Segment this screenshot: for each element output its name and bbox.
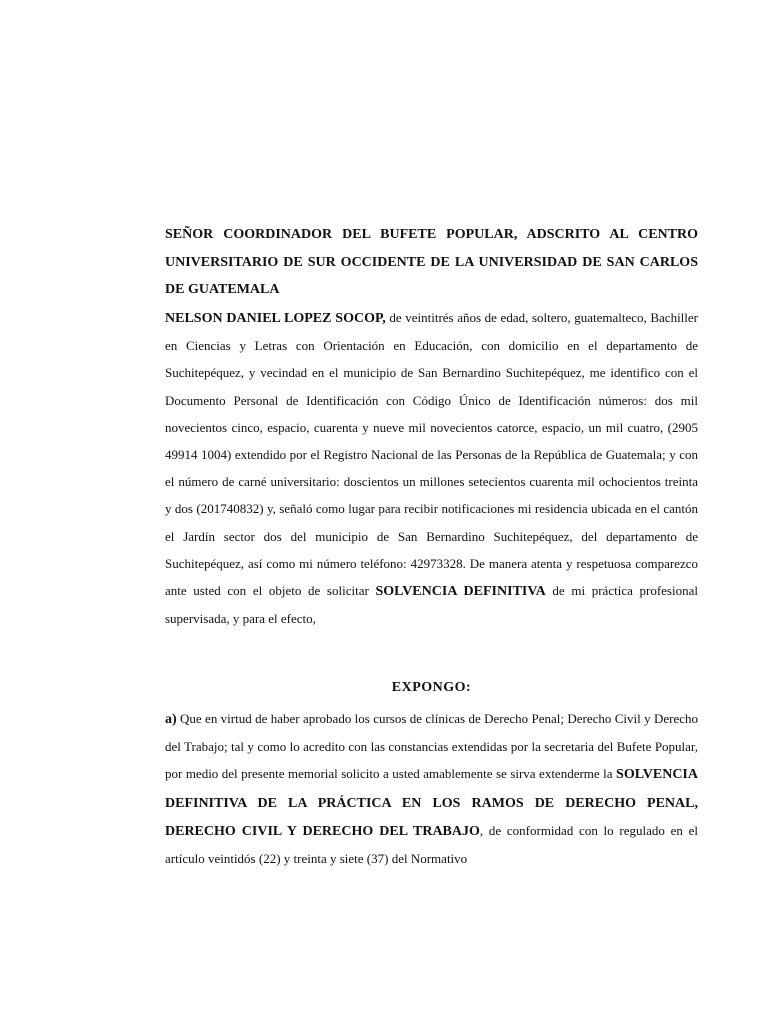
applicant-name: NELSON DANIEL LOPEZ SOCOP,	[165, 311, 386, 326]
intro-paragraph	[165, 304, 698, 632]
intro-text-end: de mi práctica profesional supervisada, y para el efecto,	[165, 583, 698, 627]
section-title-expongo: EXPONGO:	[391, 680, 472, 695]
point-a-paragraph	[165, 705, 698, 872]
document-heading: SEÑOR COORDINADOR DEL BUFETE POPULAR, ADSCRITO AL CENTRO UNIVERSITARIO DE SUR OCCIDENTE DE LA UNIVERSIDAD DE SAN CARLOS DE GUATEMALA	[165, 227, 698, 297]
intro-text: de veintitrés años de edad, soltero, guatemalteco, Bachiller en Ciencias y Letras con Orientación en Educación, con domicilio en el departamento de Suchitepéquez, y vecindad en el municipio de San Bernardino Suchitepéquez, me identifico con el Documento Personal de Identificación con Código Único de Identificación números: dos mil novecientos cinco, espacio, cuarenta y nueve mil novecientos catorce, espacio, un mil cuatro, (2905 49914 1004) extendido por el Registro Nacional de las Personas de la República de Guatemala; y con el número de carné universitario: doscientos un millones setecientos cuarenta mil ochocientos treinta y dos (201740832) y, señaló como lugar para recibir notificaciones mi residencia ubicada en el cantón el Jardín sector dos del municipio de San Bernardino Suchitepéquez, del departamento de Suchitepéquez, así como mi número teléfono: 42973328. De manera atenta y respetuosa comparezco ante usted con el objeto de solicitar	[165, 310, 699, 599]
point-a-text: Que en virtud de haber aprobado los cursos de clínicas de Derecho Penal; Derecho Civil y Derecho del Trabajo; tal y como lo acredito con las constancias extendidas por la secretaria del Bufete Popular, por medio del presente memorial solicito a usted amablemente se sirva extenderme la	[165, 711, 698, 782]
intro-request-bold: SOLVENCIA DEFINITIVA	[375, 584, 546, 600]
point-a-text-end: , de conformidad con lo regulado en el artículo veintidós (22) y treinta y siete (37) del Normativo	[165, 822, 698, 867]
point-a-label: a)	[165, 712, 177, 727]
point-a-bold: SOLVENCIA DEFINITIVA DE LA PRÁCTICA EN LOS RAMOS DE DERECHO PENAL, DERECHO CIVIL Y DERECHO DEL TRABAJO	[165, 767, 698, 839]
